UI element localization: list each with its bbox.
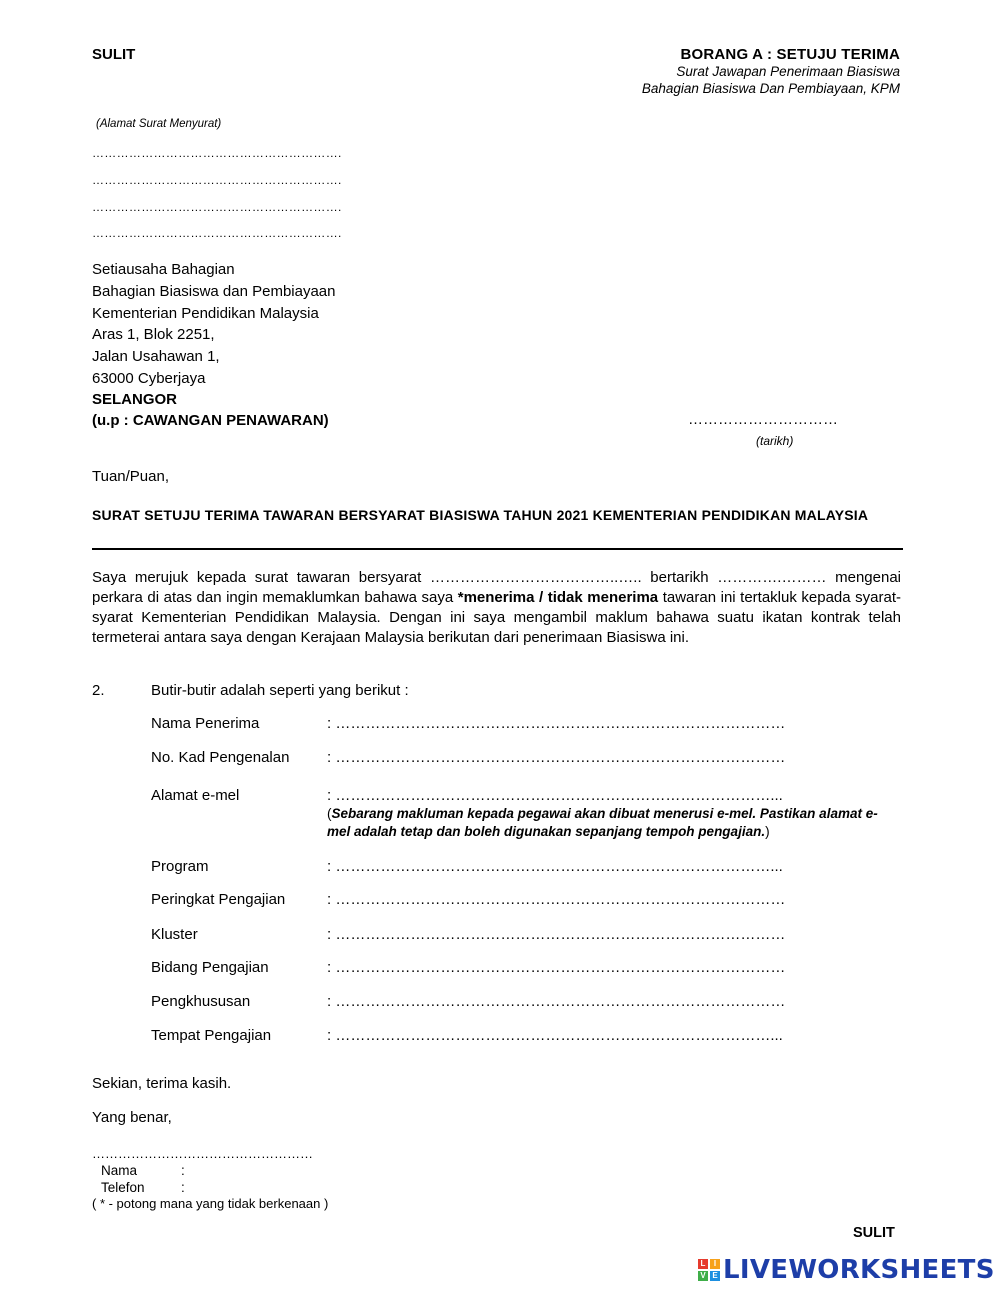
field-input-bidang-pengajian[interactable]: : ……………………………………………………………………………… (327, 959, 786, 976)
field-label-peringkat-pengajian: Peringkat Pengajian (151, 891, 286, 908)
field-label-kad-pengenalan: No. Kad Pengenalan (151, 749, 290, 766)
footnote: ( * - potong mana yang tidak berkenaan ) (92, 1196, 329, 1211)
date-input[interactable]: ………………………… (688, 411, 838, 428)
closing-regards: Yang benar, (92, 1109, 172, 1126)
field-label-alamat-emel: Alamat e-mel (151, 787, 240, 804)
field-label-nama-penerima: Nama Penerima (151, 715, 260, 732)
details-intro: Butir-butir adalah seperti yang berikut : (151, 682, 409, 699)
recipient-line: Kementerian Pendidikan Malaysia (92, 304, 319, 322)
field-input-alamat-emel[interactable]: : ……………………………………………………………………………... (327, 787, 783, 804)
field-input-tempat-pengajian[interactable]: : ……………………………………………………………………………... (327, 1027, 783, 1044)
recipient-attention: (u.p : CAWANGAN PENAWARAN) (92, 411, 329, 429)
field-label-kluster: Kluster (151, 926, 198, 943)
liveworksheets-logo-icon (698, 1259, 720, 1281)
field-label-tempat-pengajian: Tempat Pengajian (151, 1027, 272, 1044)
field-input-kad-pengenalan[interactable]: : ……………………………………………………………………………… (327, 749, 786, 766)
signer-name-label: Nama (101, 1163, 138, 1178)
confidential-mark-top: SULIT (92, 46, 136, 63)
recipient-line: 63000 Cyberjaya (92, 369, 206, 387)
field-input-peringkat-pengajian[interactable]: : ……………………………………………………………………………… (327, 891, 786, 908)
date-label: (tarikh) (756, 434, 794, 448)
email-note-text: Sebarang makluman kepada pegawai akan dibuat menerusi e-mel. Pastikan alamat e-mel adalah tetap dan boleh digunakan sepanjang tempoh pengajian. (327, 806, 878, 839)
form-subtitle-1: Surat Jawapan Penerimaan Biasiswa (676, 64, 900, 79)
sender-address-line-1[interactable]: ……………………………………………………. (92, 146, 342, 160)
confidential-mark-bottom: SULIT (853, 1225, 895, 1241)
logo-cell: L (698, 1259, 708, 1269)
email-note-close: ) (765, 823, 770, 839)
accept-choice[interactable]: *menerima / tidak menerima (457, 589, 659, 606)
signature-line[interactable]: …………………………………………… (92, 1146, 313, 1161)
logo-cell: V (698, 1271, 708, 1281)
email-note (327, 805, 887, 840)
signer-name-colon: : (181, 1163, 185, 1178)
sender-address-label: (Alamat Surat Menyurat) (96, 118, 222, 130)
sender-address-line-2[interactable]: ……………………………………………………. (92, 173, 342, 187)
signer-phone-colon: : (181, 1180, 185, 1195)
field-label-pengkhususan: Pengkhususan (151, 993, 251, 1010)
sender-address-line-3[interactable]: ……………………………………………………. (92, 200, 342, 214)
logo-cell: I (710, 1259, 720, 1269)
liveworksheets-logo[interactable] (698, 1255, 995, 1285)
field-label-program: Program (151, 858, 209, 875)
recipient-address (92, 259, 336, 432)
recipient-line: Jalan Usahawan 1, (92, 348, 220, 366)
item-number: 2. (92, 682, 105, 699)
field-label-bidang-pengajian: Bidang Pengajian (151, 959, 269, 976)
signer-phone-label: Telefon (101, 1180, 145, 1195)
field-input-pengkhususan[interactable]: : ……………………………………………………………………………… (327, 993, 786, 1010)
recipient-line: Setiausaha Bahagian (92, 261, 235, 278)
subject-divider (92, 548, 903, 550)
closing-thanks: Sekian, terima kasih. (92, 1075, 232, 1092)
form-title: BORANG A : SETUJU TERIMA (680, 46, 900, 63)
form-header (642, 46, 900, 97)
field-input-program[interactable]: : ……………………………………………………………………………... (327, 858, 783, 875)
salutation: Tuan/Puan, (92, 468, 169, 485)
email-note-open: ( (327, 806, 332, 821)
paragraph-text-a: Saya merujuk kepada surat tawaran bersyarat ………………………………..….. bertarikh ………….……… mengenai perkara di atas dan ingin memaklumkan bahawa saya (92, 569, 901, 606)
recipient-line: Aras 1, Blok 2251, (92, 326, 215, 344)
recipient-line: Bahagian Biasiswa dan Pembiayaan (92, 282, 336, 300)
sender-address-line-4[interactable]: ……………………………………………………. (92, 226, 342, 240)
body-paragraph-1 (92, 568, 901, 648)
paragraph-text-b: tawaran ini tertakluk kepada syarat-syarat Kementerian Pendidikan Malaysia. Dengan ini saya mengambil maklum bahawa suatu ikatan kontrak telah termeterai antara saya dengan Kerajaan Malaysia berikutan dari penerimaan Biasiswa ini. (92, 589, 902, 646)
recipient-state: SELANGOR (92, 390, 178, 408)
liveworksheets-logo-text: LIVEWORKSHEETS (723, 1255, 995, 1285)
field-input-nama-penerima[interactable]: : ……………………………………………………………………………… (327, 715, 786, 732)
letter-subject: SURAT SETUJU TERIMA TAWARAN BERSYARAT BIASISWA TAHUN 2021 KEMENTERIAN PENDIDIKAN MALAYSIA (92, 507, 869, 523)
field-input-kluster[interactable]: : ……………………………………………………………………………… (327, 926, 786, 943)
form-subtitle-2: Bahagian Biasiswa Dan Pembiayaan, KPM (641, 81, 900, 96)
logo-cell: E (710, 1271, 720, 1281)
